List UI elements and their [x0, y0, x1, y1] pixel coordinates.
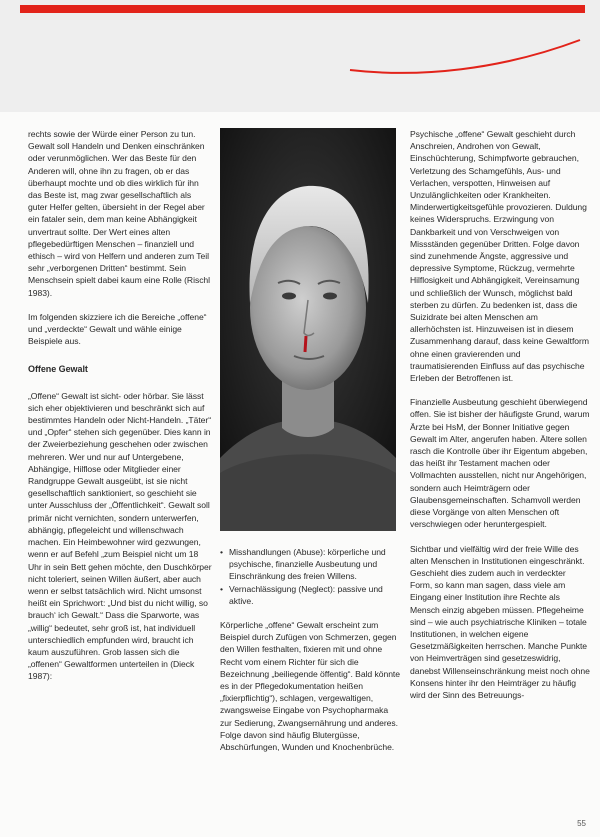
paragraph: Finanzielle Ausbeutung geschieht überwiegend offen. Sie ist bisher der häufigste Grund, warum Ärzte bei HsM, der Bonner Initiative gegen Gewalt im Alter, angerufen haben. Ältere sollen rasch die Kontrolle über ihr Eigentum abgeben, das heißt ihr Testament machen oder Vollmachten ausstellen, nicht nur Angehörigen, sondern auch Heimträgern oder Glaubensgemeinschaften. Schamvoll werden diese Vorgänge von alten Menschen oft verschwiegen oder heruntergespielt. [410, 397, 590, 530]
paragraph: rechts sowie der Würde einer Person zu tun. Gewalt soll Handeln und Denken einschränken oder verunmöglichen. Wer das Beste für den Anderen will, ohne ihn zu fragen, ob er das überhaupt mochte und ob dies wirklich für ihn das Beste ist, mag zwar gesellschaftlich als guter Helfer gelten, übersieht in der Regel aber ein fataler sein, dem man keine Abhängigkeit unvertraut sollte. Der Wert eines alten pflegebedürftigen Menschen – finanziell und ethisch – wird von Helfern und anderen zum Teil sehr „verborgenen Dritten“ bestimmt. Sein Menschsein spielt dabei kaum eine Rolle (Rischl 1983). [28, 129, 211, 298]
red-swoosh-decoration [340, 20, 590, 90]
portrait-photo [220, 128, 396, 531]
list-item: • Vernachlässigung (Neglect): passive und aktive. [220, 583, 402, 607]
text-column-middle [220, 546, 402, 765]
section-heading: Offene Gewalt [28, 364, 88, 375]
paragraph: „Offene“ Gewalt ist sicht- oder hörbar. Sie lässt sich eher objektivieren und beschränkt sich auf bestimmtes Handeln oder Nicht-Handeln. „Täter“ und „Opfer“ stehen sich gegenüber. Dies kann in der Zweierbeziehung geschehen oder zwischen mehreren. Wer und nur auf Untergebene, Abhängige, Hilflose oder Mitglieder einer Randgruppe Gewalt ausgeübt, ist sie nicht gesellschaftlich sanktioniert, so geschieht sie unter Ausschluss der „Öffentlichkeit“. Gewalt soll primär nicht vernichten, sondern unterwerfen, abhängig, pflegeleicht und willenschwach machen. Ein Heimbewohner wird gezwungen, wenn er auf Befehl „zum Beispiel nicht um 18 Uhr in sein Bett gehen möchte, den Duschkörper nicht toleriert, seinen Willen äußert, aber auch wenn er selbst tatsächlich wird. Nicht umsonst heißt ein Sprichwort: „Und bist du nicht willig, so brauch‘ ich Gewalt.“ Dass die Sparworte, was „willig“ bedeutet, sehr groß ist, hat individuell unterschiedlich empfunden wird, braucht ich kaum auszuführen. Grob lassen sich die „offenen“ Gewaltformen unterteilen in (Dieck 1987): [28, 390, 212, 682]
page-number: 55 [577, 819, 586, 828]
red-header-rule [20, 5, 585, 13]
paragraph: Körperliche „offene“ Gewalt erscheint zum Beispiel durch Zufügen von Schmerzen, gegen den Willen festhalten, fixieren mit und ohne Recht vom einem Richter für sich die Bezeichnung „beiliegende öffentig“. Bald könnte es in der Pflegedokumentation heißen „fixierpflichtig“), schlagen, vergewaltigen, zwangsweise Eingabe von Psychopharmaka zur Sedierung, Zwangsernährung und anderes. Folge davon sind häufig Blutergüsse, Abschürfungen, Wunden und Knochenbrüche. [220, 620, 401, 753]
bullet-list [220, 546, 402, 607]
text-column-left [28, 128, 212, 695]
paragraph: Im folgenden skizziere ich die Bereiche „offene“ und „verdeckte“ Gewalt und wähle einige Beispiele aus. [28, 311, 207, 347]
list-item: • Misshandlungen (Abuse): körperliche und psychische, finanzielle Ausbeutung und Einschränkung des freien Willens. [220, 546, 402, 583]
text-column-right [410, 128, 590, 713]
header-band [0, 0, 600, 112]
paragraph: Sichtbar und vielfältig wird der freie Wille des alten Menschen in Institutionen eingeschränkt. Geschieht dies zudem auch in verdeckter Form, so kann man sagen, dass viele am Eingang einer Institution ihre Rechte als Mensch einzig abgeben müssen. Pflegeheime sind – wie auch psychiatrische Kliniken – totale Institutionen, in welchen eigene Gesetzmäßigkeiten herrschen. Manche Punkte von Heimverträgen sind gesetzeswidrig, danebst Willenseinschränkung meist noch ohne Konsens hinter ihr den Heimträger zu häufig wird der Sinn des Betreuungs- [410, 543, 590, 700]
paragraph: Psychische „offene“ Gewalt geschieht durch Anschreien, Androhen von Gewalt, Einschüchterung, Schimpfworte gebrauchen, Verletzung des Schamgefühls, Aus- und Verlachen, verspotten, Hinweisen auf Unzulänglichkeiten oder Krankheiten. Minderwertigkeitsgefühle provozieren. Duldung keines Widerspruchs. Erzwingung von Dankbarkeit und von Verschweigen von Missständen gegenüber Dritten. Folge davon sind zunehmende Ängste, aggressive und depressive Symptome, Rückzug, vermehrte Hilflosigkeit und Abhängigkeit, Vereinsamung und schließlich der Wunsch, möglichst bald sterben zu dürfen. Zu bedenken ist, dass die Suizidrate bei alten Menschen am allerhöchsten ist. Hinzuweisen ist in diesem Zusammenhang darauf, dass keine Gewaltform ohne einen gravierenden und traumatisierenden Einfluss auf das psychische Erleben der Betroffenen ist. [410, 129, 589, 384]
